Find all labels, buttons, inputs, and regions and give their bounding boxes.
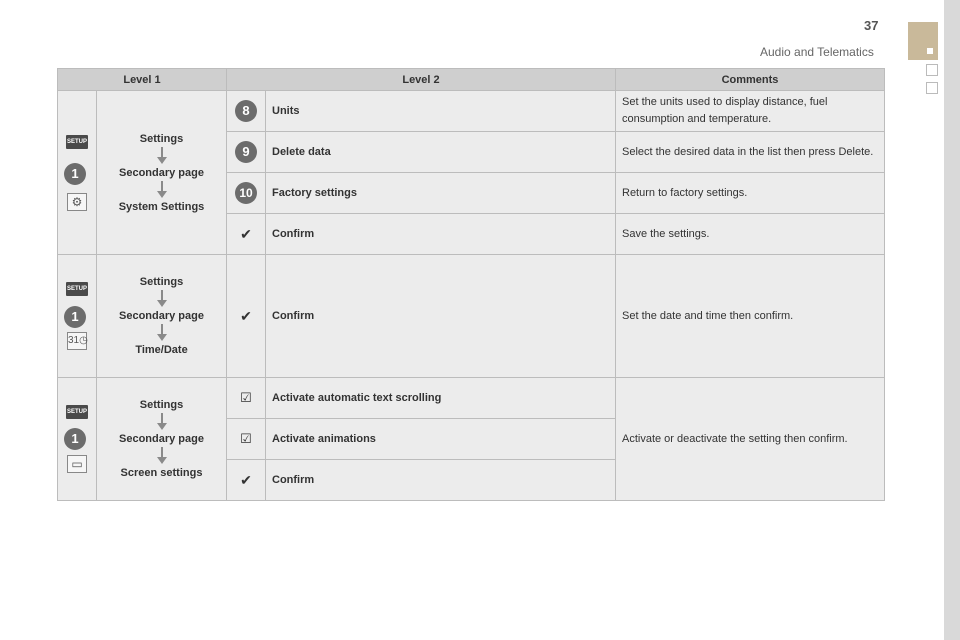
comment-cell: Return to factory settings. <box>616 173 885 214</box>
header-comments: Comments <box>616 69 885 91</box>
setup-icon: SETUP <box>66 405 88 419</box>
path-step: Screen settings <box>120 467 203 479</box>
number-badge: 10 <box>235 182 257 204</box>
level1-icons <box>58 255 97 378</box>
section-title: Audio and Telematics <box>760 45 874 59</box>
chapter-tab-square <box>926 82 938 94</box>
comment-cell: Set the date and time then confirm. <box>616 255 885 378</box>
level2-marker <box>227 173 266 214</box>
setup-icon: SETUP <box>66 135 88 149</box>
setup-icon: SETUP <box>66 282 88 296</box>
screen-icon: ▭ <box>67 455 87 473</box>
level2-label: Confirm <box>266 214 616 255</box>
level1-path <box>97 378 227 501</box>
level2-label: Confirm <box>266 460 616 501</box>
table-row <box>58 255 885 378</box>
step-number-badge: 1 <box>64 428 86 450</box>
arrow-down-icon <box>155 447 169 465</box>
level2-label: Delete data <box>266 132 616 173</box>
arrow-down-icon <box>155 147 169 165</box>
path-step: Settings <box>139 276 184 288</box>
page-number: 37 <box>864 18 879 33</box>
arrow-down-icon <box>155 181 169 199</box>
path-step: Secondary page <box>119 310 204 322</box>
level2-label: Confirm <box>266 255 616 378</box>
number-badge: 9 <box>235 141 257 163</box>
table-row <box>58 91 885 132</box>
chapter-tab-active <box>908 22 938 60</box>
checkbox-icon: ☑ <box>240 431 252 446</box>
arrow-down-icon <box>155 413 169 431</box>
level2-label: Activate animations <box>266 419 616 460</box>
path-step: Settings <box>139 399 184 411</box>
level2-marker <box>227 255 266 378</box>
comment-cell: Set the units used to display distance, fuel consumption and temperature. <box>616 91 885 132</box>
header-level1: Level 1 <box>58 69 227 91</box>
number-badge: 8 <box>235 100 257 122</box>
settings-table <box>57 68 885 501</box>
arrow-down-icon <box>155 290 169 308</box>
level1-icons <box>58 91 97 255</box>
arrow-down-icon <box>155 324 169 342</box>
step-number-badge: 1 <box>64 306 86 328</box>
level2-marker <box>227 378 266 419</box>
level2-marker <box>227 460 266 501</box>
level1-path <box>97 91 227 255</box>
path-step: Secondary page <box>119 433 204 445</box>
level2-label: Factory settings <box>266 173 616 214</box>
comment-cell: Save the settings. <box>616 214 885 255</box>
clock-calendar-icon: 31◷ <box>67 332 87 350</box>
gear-icon: ⚙ <box>67 193 87 211</box>
path-step: System Settings <box>118 200 205 213</box>
header-level2: Level 2 <box>227 69 616 91</box>
comment-cell: Select the desired data in the list then press Delete. <box>616 132 885 173</box>
level2-label: Units <box>266 91 616 132</box>
path-step: Secondary page <box>119 166 204 179</box>
check-icon: ✔ <box>240 471 252 488</box>
table-row <box>58 378 885 419</box>
step-number-badge: 1 <box>64 163 86 185</box>
check-icon: ✔ <box>240 307 252 324</box>
page-edge-bar <box>944 0 960 640</box>
checkbox-icon: ☑ <box>240 390 252 405</box>
level2-marker <box>227 214 266 255</box>
path-step: Time/Date <box>135 344 188 356</box>
chapter-tab-square <box>926 64 938 76</box>
table-header-row <box>58 69 885 91</box>
level1-path <box>97 255 227 378</box>
path-step: Settings <box>139 132 184 145</box>
level2-marker <box>227 132 266 173</box>
level1-icons <box>58 378 97 501</box>
square-icon <box>927 48 933 54</box>
check-icon: ✔ <box>240 225 252 242</box>
comment-cell: Activate or deactivate the setting then confirm. <box>616 378 885 501</box>
level2-marker <box>227 419 266 460</box>
level2-label: Activate automatic text scrolling <box>266 378 616 419</box>
level2-marker <box>227 91 266 132</box>
